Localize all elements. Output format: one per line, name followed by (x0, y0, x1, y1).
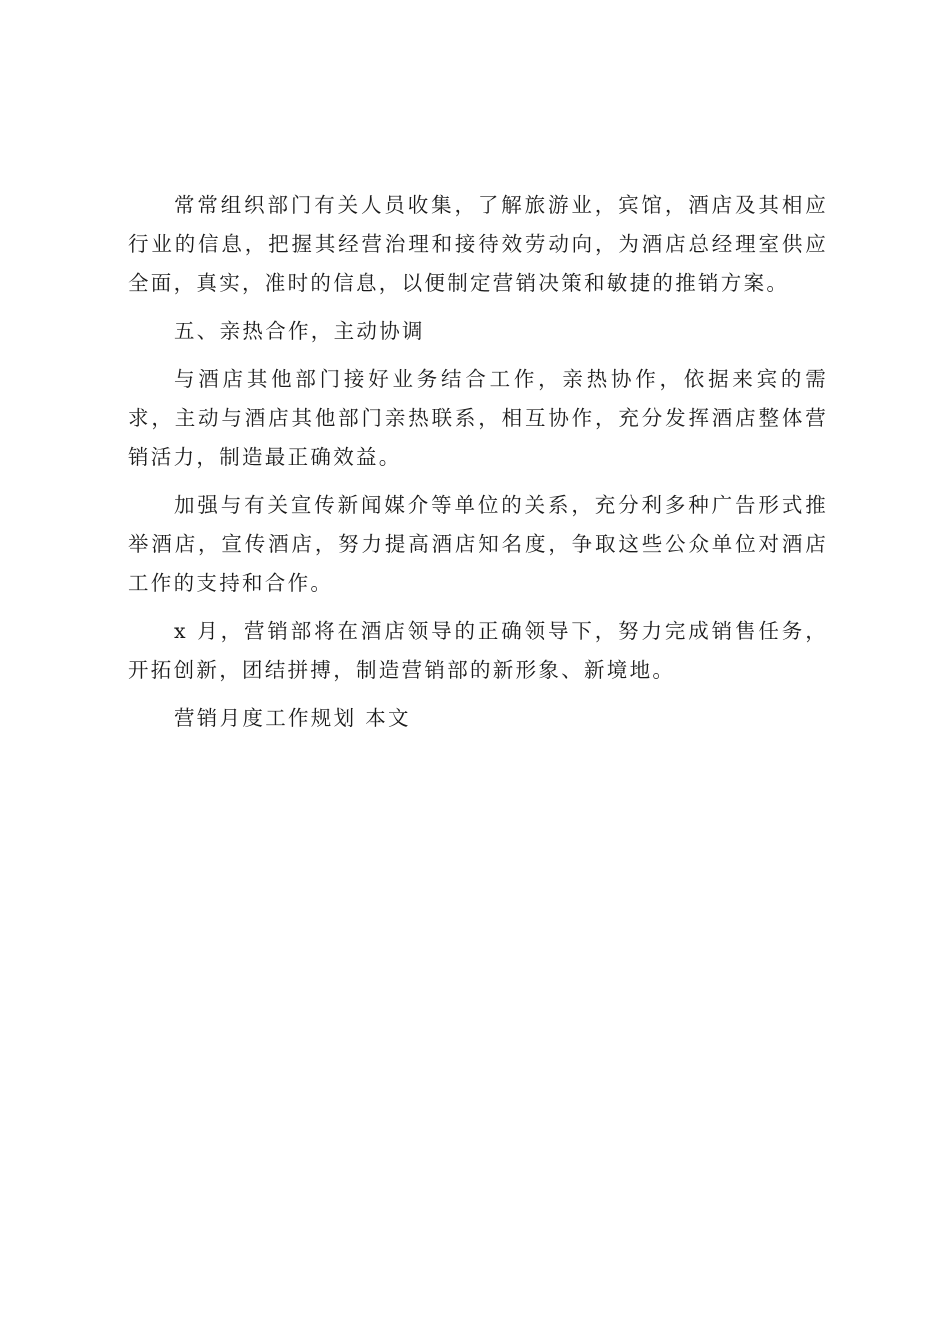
paragraph-closing-title: 营销月度工作规划 本文 (174, 706, 411, 730)
paragraph-info-collection: 常常组织部门有关人员收集，了解旅游业，宾馆，酒店及其相应行业的信息，把握其经营治理和接待效劳动向，为酒店总经理室供应全面，真实，准时的信息，以便制定营销决策和敏捷的推销方案。 (128, 193, 828, 295)
document-body (128, 186, 828, 747)
paragraph-media-relations: 加强与有关宣传新闻媒介等单位的关系，充分利多种广告形式推举酒店，宣传酒店，努力提高酒店知名度，争取这些公众单位对酒店工作的支持和合作。 (128, 493, 828, 595)
section-heading-cooperation: 五、亲热合作，主动协调 (174, 319, 425, 343)
paragraph-department-coordination: 与酒店其他部门接好业务结合工作，亲热协作，依据来宾的需求，主动与酒店其他部门亲热联系，相互协作，充分发挥酒店整体营销活力，制造最正确效益。 (128, 367, 828, 469)
paragraph-monthly-goal: x 月，营销部将在酒店领导的正确领导下，努力完成销售任务，开拓创新，团结拼搏，制造营销部的新形象、新境地。 (128, 619, 828, 682)
